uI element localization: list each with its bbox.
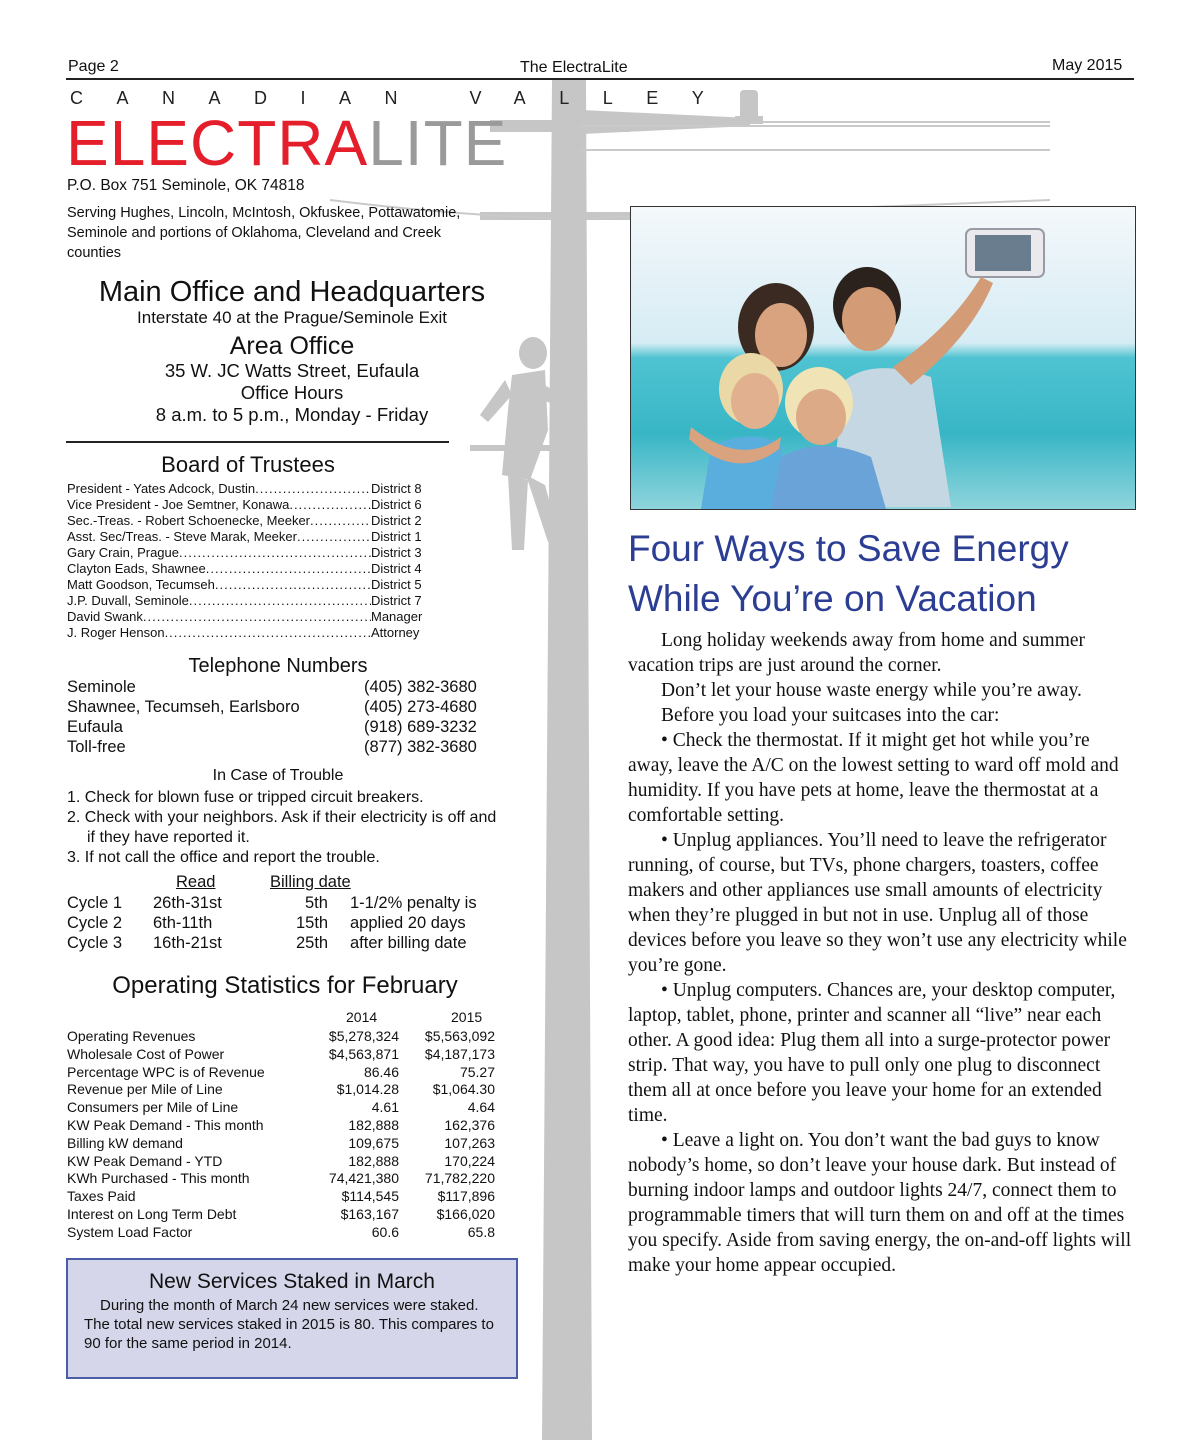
office-hours-label: Office Hours [240, 382, 344, 403]
billing-cycle-row: Cycle 1 26th-31st 5th 1-1/2% penalty is [67, 894, 477, 912]
operating-statistics-heading: Operating Statistics for February [112, 972, 458, 999]
billing-cycle-row: Cycle 2 6th-11th 15th applied 20 days [67, 914, 466, 932]
stat-row: Operating Revenues $5,278,324 $5,563,092 [67, 1028, 495, 1044]
telephone-entry: Toll-free (877) 382-3680 [67, 738, 477, 756]
masthead-title-red: ELECTRA [66, 107, 369, 179]
trouble-step: 2. Check with your neighbors. Ask if their electricity is off and if they have reported it. [67, 809, 497, 846]
page-number: Page 2 [68, 58, 119, 75]
year-2015-header: 2015 [451, 1009, 483, 1025]
trouble-steps [67, 788, 507, 868]
article-paragraph: Before you load your suitcases into the car: [661, 705, 1000, 726]
area-office-address: 35 W. JC Watts Street, Eufaula [164, 360, 420, 381]
headline-line-2: While You’re on Vacation [628, 578, 1037, 619]
operating-statistics-table [67, 1028, 497, 1242]
mailing-address: P.O. Box 751 Seminole, OK 74818 [67, 177, 305, 194]
telephone-entry: Seminole (405) 382-3680 [67, 678, 477, 696]
billing-date-column-header: Billing date [270, 873, 351, 891]
stat-row: Consumers per Mile of Line 4.61 4.64 [67, 1099, 495, 1116]
office-hours: 8 a.m. to 5 p.m., Monday - Friday [155, 404, 429, 425]
trouble-heading: In Case of Trouble [212, 767, 344, 784]
stat-row: Billing kW demand 109,675 107,263 [67, 1134, 495, 1151]
masthead-title-grey: LITE [368, 107, 508, 179]
main-office-heading: Main Office and Headquarters [98, 276, 486, 308]
service-area: Serving Hughes, Lincoln, McIntosh, Okfuskee, Pottawatomie, Seminole and portions of Oklahoma, Cleveland and Creek counties [67, 205, 461, 261]
board-member: Clayton Eads, Shawnee ..... District 4 [67, 561, 431, 577]
telephone-entry: Shawnee, Tecumseh, Earlsboro (405) 273-4680 [67, 698, 477, 716]
board-member: President - Yates Adcock, Dustin ..... District 8 [67, 481, 431, 497]
stat-row: KW Peak Demand - YTD 182,888 170,224 [67, 1152, 495, 1169]
area-office-heading: Area Office [229, 332, 355, 360]
board-member: David Swank ..... Manager [67, 609, 431, 625]
stat-row: KWh Purchased - This month 74,421,380 71,782,220 [67, 1170, 495, 1187]
main-office-location: Interstate 40 at the Prague/Seminole Exit [137, 308, 447, 327]
publication-name: The ElectraLite [520, 59, 628, 76]
family-beach-photo [630, 206, 1136, 510]
article-paragraph: • Check the thermostat. If it might get hot while you’re away, leave the A/C on the lowest setting to ward off mold and humidity. If you have pets at home, leave the thermostat at a comfortable setting. [628, 730, 1119, 826]
board-member: Asst. Sec/Treas. - Steve Marak, Meeker ..... District 1 [67, 529, 431, 545]
board-member: Sec.-Treas. - Robert Schoenecke, Meeker ..... District 2 [67, 513, 431, 529]
issue-date: May 2015 [1052, 57, 1123, 74]
stat-row: Wholesale Cost of Power $4,563,871 $4,187,173 [67, 1045, 495, 1062]
masthead-logo [66, 108, 507, 178]
masthead-cooperative-name: CANADIAN VALLEY [70, 88, 738, 108]
board-list [67, 481, 431, 641]
article-paragraph: Long holiday weekends away from home and summer vacation trips are just around the corner. [628, 630, 1086, 676]
board-heading: Board of Trustees [161, 452, 335, 477]
headline-line-1: Four Ways to Save Energy [628, 528, 1069, 569]
telephone-heading: Telephone Numbers [188, 655, 368, 677]
board-member: J. Roger Henson ..... Attorney [67, 625, 431, 641]
telephone-entry: Eufaula (918) 689-3232 [67, 718, 477, 736]
stat-row: Interest on Long Term Debt $163,167 $166,020 [67, 1205, 495, 1222]
trouble-step: 3. If not call the office and report the trouble. [67, 849, 380, 866]
article-headline [628, 524, 1148, 624]
article-body [628, 628, 1138, 1278]
board-member: Gary Crain, Prague ..... District 3 [67, 545, 431, 561]
trouble-step: 1. Check for blown fuse or tripped circuit breakers. [67, 789, 424, 806]
section-divider [66, 441, 449, 443]
billing-cycle-row: Cycle 3 16th-21st 25th after billing date [67, 934, 467, 952]
read-column-header: Read [176, 873, 216, 891]
stat-row: System Load Factor 60.6 65.8 [67, 1223, 495, 1240]
board-member: J.P. Duvall, Seminole ..... District 7 [67, 593, 431, 609]
stat-row: KW Peak Demand - This month 182,888 162,376 [67, 1116, 495, 1133]
year-2014-header: 2014 [346, 1009, 378, 1025]
article-paragraph: • Leave a light on. You don’t want the bad guys to know nobody’s home, so don’t leave your house dark. But instead of burning indoor lamps and outdoor lights 24/7, connect them to programmable timers that will turn them on and off at the times you specify. Aside from saving energy, the on-and-off lights will make your home appear occupied. [628, 1130, 1132, 1276]
article-paragraph: • Unplug appliances. You’ll need to leave the refrigerator running, of course, but TVs, phone chargers, toasters, coffee makers and other appliances use small amounts of electricity when they’re plugged in but not in use. Unplug all of those devices before you leave so they won’t use any electricity while you’re gone. [628, 830, 1127, 976]
stat-row: Percentage WPC is of Revenue 86.46 75.27 [67, 1063, 495, 1080]
billing-cycles [67, 893, 507, 953]
article-paragraph: Don’t let your house waste energy while you’re away. [661, 680, 1082, 701]
telephone-list [67, 677, 497, 757]
stat-row: Taxes Paid $114,545 $117,896 [67, 1188, 495, 1205]
new-services-body: During the month of March 24 new services were staked. The total new services staked in 2015 is 80. This compares to 90 for the same period in 2014. [84, 1297, 494, 1352]
new-services-box [66, 1258, 518, 1379]
area-office-details [66, 360, 518, 426]
stat-row: Revenue per Mile of Line $1,014.28 $1,064.30 [67, 1081, 495, 1098]
board-member: Matt Goodson, Tecumseh ..... District 5 [67, 577, 431, 593]
article-paragraph: • Unplug computers. Chances are, your desktop computer, laptop, tablet, phone, printer and scanner all “live” near each other. A good idea: Plug them all into a surge-protector power strip. That way, you have to pull only one plug to disconnect them all at once before you leave your home for an extended time. [628, 980, 1116, 1126]
board-member: Vice President - Joe Semtner, Konawa ..... District 6 [67, 497, 431, 513]
new-services-heading: New Services Staked in March [149, 1270, 435, 1293]
